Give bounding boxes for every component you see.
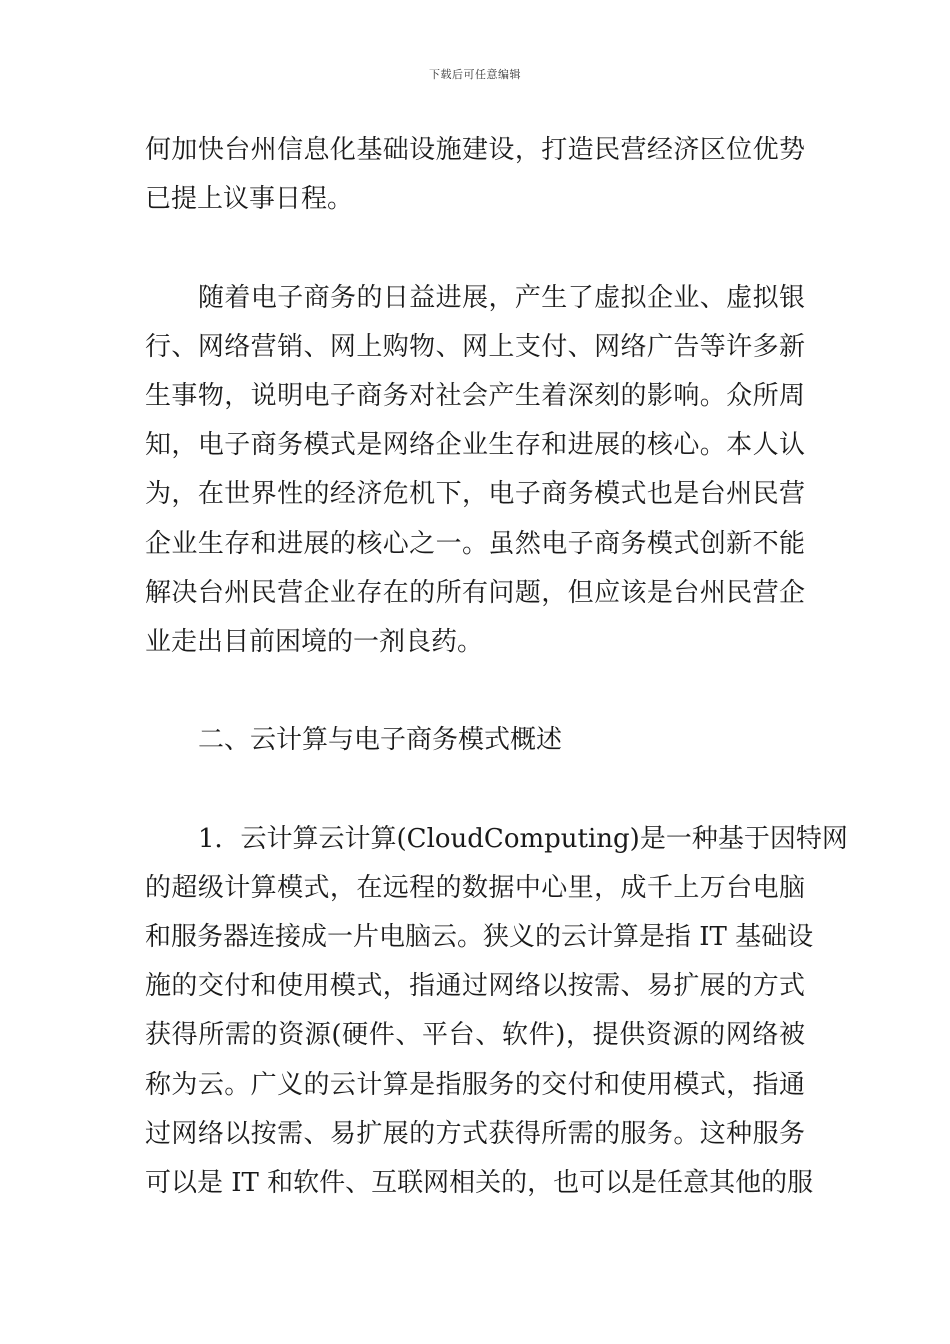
paragraph-3-line-5: 获得所需的资源(硬件、平台、软件)，提供资源的网络被 [145,1020,805,1051]
paragraph-3-line-3: 和服务器连接成一片电脑云。狭义的云计算是指 IT 基础设 [145,922,814,952]
paragraph-2-line-7: 解决台州民营企业存在的所有问题，但应该是台州民营企 [145,577,805,608]
paragraph-3-line-2: 的超级计算模式，在远程的数据中心里，成千上万台电脑 [145,872,805,903]
paragraph-spacer [145,224,805,273]
paragraph-3-line-4: 施的交付和使用模式，指通过网络以按需、易扩展的方式 [145,971,805,1002]
paragraph-3-line-8: 可以是 IT 和软件、互联网相关的，也可以是任意其他的服 [145,1167,814,1198]
paragraph-1-line-2: 已提上议事日程。 [145,184,354,215]
paragraph-1-line-1: 何加快台州信息化基础设施建设，打造民营经济区位优势 [145,135,805,165]
paragraph-2-line-4: 知，电子商务模式是网络企业生存和进展的核心。本人认 [145,430,805,461]
paragraph-spacer [145,765,805,814]
page-header: 下载后可任意编辑 [429,68,521,81]
paragraph-3-line-7: 过网络以按需、易扩展的方式获得所需的服务。这种服务 [145,1118,805,1149]
paragraph-3-line-1: 1．云计算云计算(CloudComputing)是一种基于因特网 [198,823,848,854]
paragraph-2-line-5: 为，在世界性的经济危机下，电子商务模式也是台州民营 [145,479,805,510]
document-body [145,126,848,1208]
paragraph-2-line-8: 业走出目前困境的一剂良药。 [145,626,484,657]
paragraph-2-line-3: 生事物，说明电子商务对社会产生着深刻的影响。众所周 [145,380,805,411]
section-heading: 二、云计算与电子商务模式概述 [198,725,563,756]
paragraph-spacer [145,667,805,716]
paragraph-2-line-6: 企业生存和进展的核心之一。虽然电子商务模式创新不能 [145,528,805,559]
paragraph-2-line-1: 随着电子商务的日益进展，产生了虚拟企业、虚拟银 [198,282,805,313]
paragraph-2-line-2: 行、网络营销、网上购物、网上支付、网络广告等许多新 [145,331,805,362]
paragraph-3-line-6: 称为云。广义的云计算是指服务的交付和使用模式，指通 [145,1069,805,1100]
